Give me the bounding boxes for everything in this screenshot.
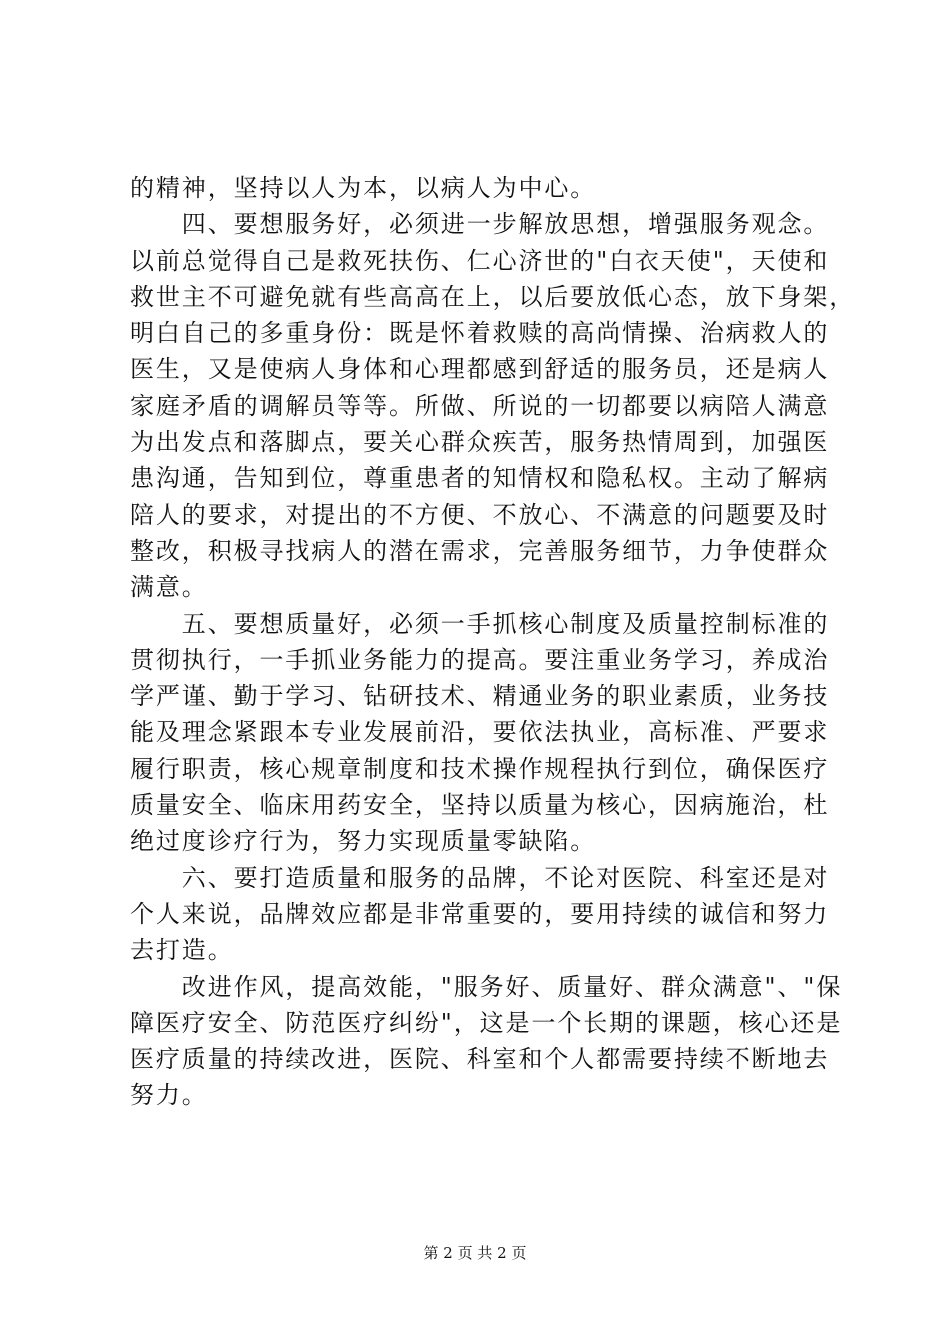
text-line: 陪人的要求，对提出的不方便、不放心、不满意的问题要及时 — [130, 500, 830, 529]
text-line: 医生，又是使病人身体和心理都感到舒适的服务员，还是病人 — [130, 355, 830, 384]
text-line: 贯彻执行，一手抓业务能力的提高。要注重业务学习，养成治 — [130, 645, 830, 674]
text-line: 救世主不可避免就有些高高在上，以后要放低心态，放下身架， — [130, 282, 856, 311]
text-line: 改进作风，提高效能，"服务好、质量好、群众满意"、"保 — [130, 972, 843, 1001]
text-line: 个人来说，品牌效应都是非常重要的，要用持续的诚信和努力 — [130, 899, 830, 928]
text-line: 去打造。 — [130, 936, 234, 965]
body-text — [130, 170, 856, 1114]
text-line: 满意。 — [130, 573, 208, 602]
text-line: 学严谨、勤于学习、钻研技术、精通业务的职业素质，业务技 — [130, 682, 830, 711]
page-number-footer: 第 2 页 共 2 页 — [423, 1244, 527, 1262]
text-line: 以前总觉得自己是救死扶伤、仁心济世的"白衣天使"，天使和 — [130, 246, 830, 275]
text-line: 家庭矛盾的调解员等等。所做、所说的一切都要以病陪人满意 — [130, 391, 830, 420]
text-line: 明白自己的多重身份：既是怀着救赎的高尚情操、治病救人的 — [130, 319, 830, 348]
text-line: 整改，积极寻找病人的潜在需求，完善服务细节，力争使群众 — [130, 536, 830, 565]
text-line: 能及理念紧跟本专业发展前沿，要依法执业，高标准、严要求 — [130, 718, 830, 747]
text-line: 六、要打造质量和服务的品牌，不论对医院、科室还是对 — [130, 863, 830, 892]
text-line: 为出发点和落脚点，要关心群众疾苦，服务热情周到，加强医 — [130, 428, 830, 457]
text-line: 障医疗安全、防范医疗纠纷"，这是一个长期的课题，核心还是 — [130, 1008, 843, 1037]
text-line: 五、要想质量好，必须一手抓核心制度及质量控制标准的 — [130, 609, 830, 638]
text-line: 患沟通，告知到位，尊重患者的知情权和隐私权。主动了解病 — [130, 464, 830, 493]
text-line: 的精神，坚持以人为本，以病人为中心。 — [130, 174, 597, 202]
text-line: 四、要想服务好，必须进一步解放思想，增强服务观念。 — [130, 210, 830, 239]
text-line: 绝过度诊疗行为，努力实现质量零缺陷。 — [130, 827, 597, 856]
text-line: 努力。 — [130, 1081, 208, 1110]
text-line: 医疗质量的持续改进，医院、科室和个人都需要持续不断地去 — [130, 1045, 830, 1074]
text-line: 履行职责，核心规章制度和技术操作规程执行到位，确保医疗 — [130, 754, 830, 783]
text-line: 质量安全、临床用药安全，坚持以质量为核心，因病施治，杜 — [130, 791, 830, 820]
